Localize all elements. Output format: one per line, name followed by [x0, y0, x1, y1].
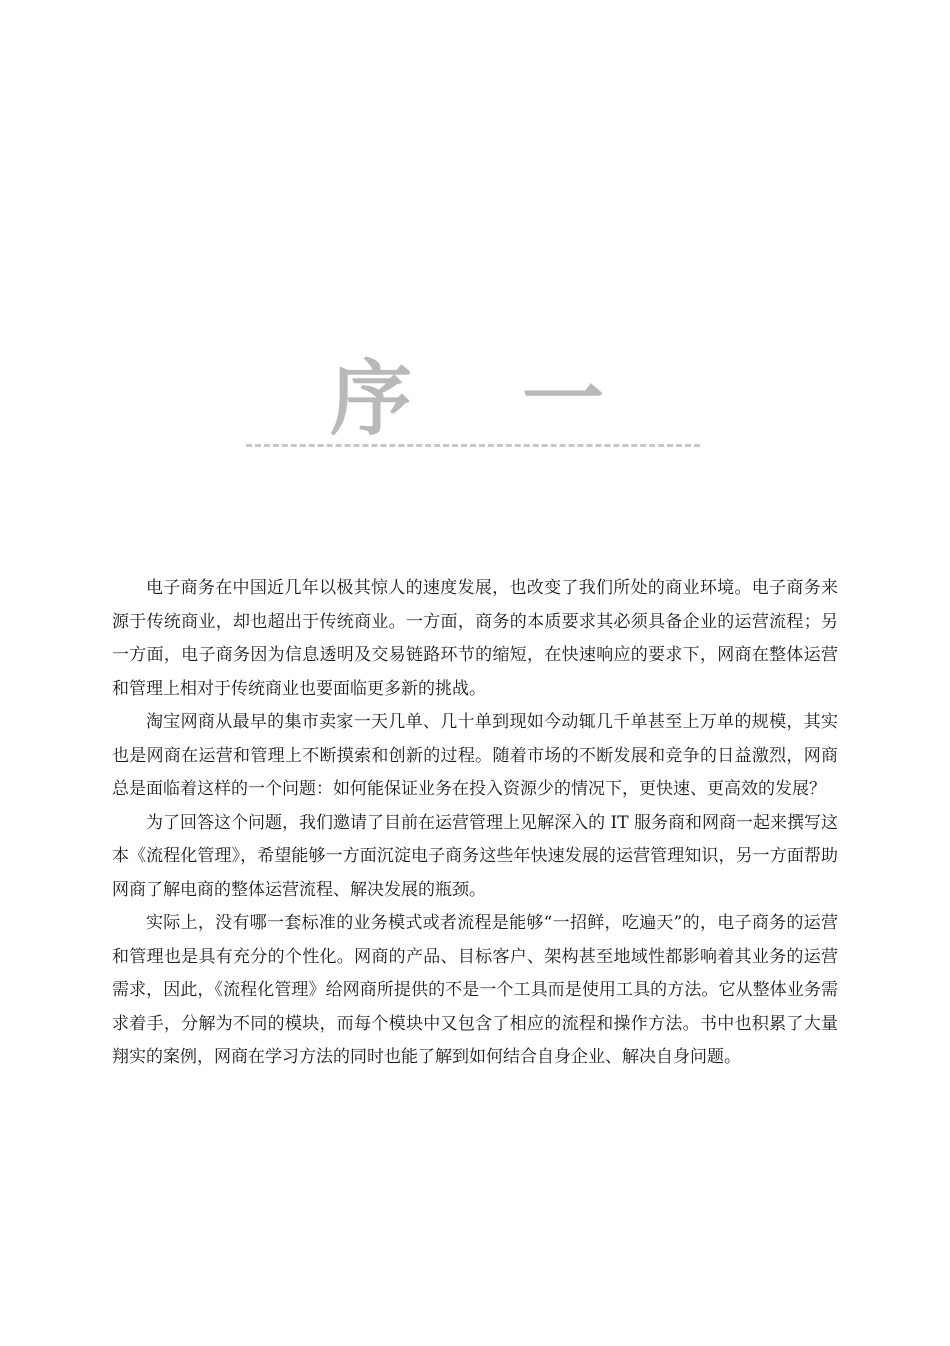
title-char-xu: 序: [330, 351, 413, 447]
preface-body: [112, 572, 838, 1075]
paragraph: 淘宝网商从最早的集市卖家一天几单、几十单到现如今动辄几千单甚至上万单的规模，其实也是网商在运营和管理上不断摸索和创新的过程。随着市场的不断发展和竞争的日益激烈，网商总是面临着这样的一个问题：如何能保证业务在投入资源少的情况下，更快速、更高效的发展？: [112, 712, 838, 799]
paragraph: 电子商务在中国近几年以极其惊人的速度发展，也改变了我们所处的商业环境。电子商务来源于传统商业，却也超出于传统商业。一方面，商务的本质要求其必须具备企业的运营流程；另一方面，电子商务因为信息透明及交易链路环节的缩短，在快速响应的要求下，网商在整体运营和管理上相对于传统商业也要面临更多新的挑战。: [112, 578, 838, 699]
paragraph: 为了回答这个问题，我们邀请了目前在运营管理上见解深入的 IT 服务商和网商一起来撰写这本《流程化管理》，希望能够一方面沉淀电子商务这些年快速发展的运营管理知识，另一方面帮助网商了解电商的整体运营流程、解决发展的瓶颈。: [112, 812, 838, 900]
title-divider: [246, 444, 700, 447]
paragraph: 实际上，没有哪一套标准的业务模式或者流程是能够“一招鲜，吃遍天”的，电子商务的运营和管理也是具有充分的个性化。网商的产品、目标客户、架构甚至地域性都影响着其业务的运营需求，因此，《流程化管理》给网商所提供的不是一个工具而是使用工具的方法。它从整体业务需求着手，分解为不同的模块，而每个模块中又包含了相应的流程和操作方法。书中也积累了大量翔实的案例，网商在学习方法的同时也能了解到如何结合自身企业、解决自身问题。: [112, 913, 838, 1067]
title-char-yi: 一: [522, 351, 605, 447]
chapter-title: [330, 330, 630, 447]
